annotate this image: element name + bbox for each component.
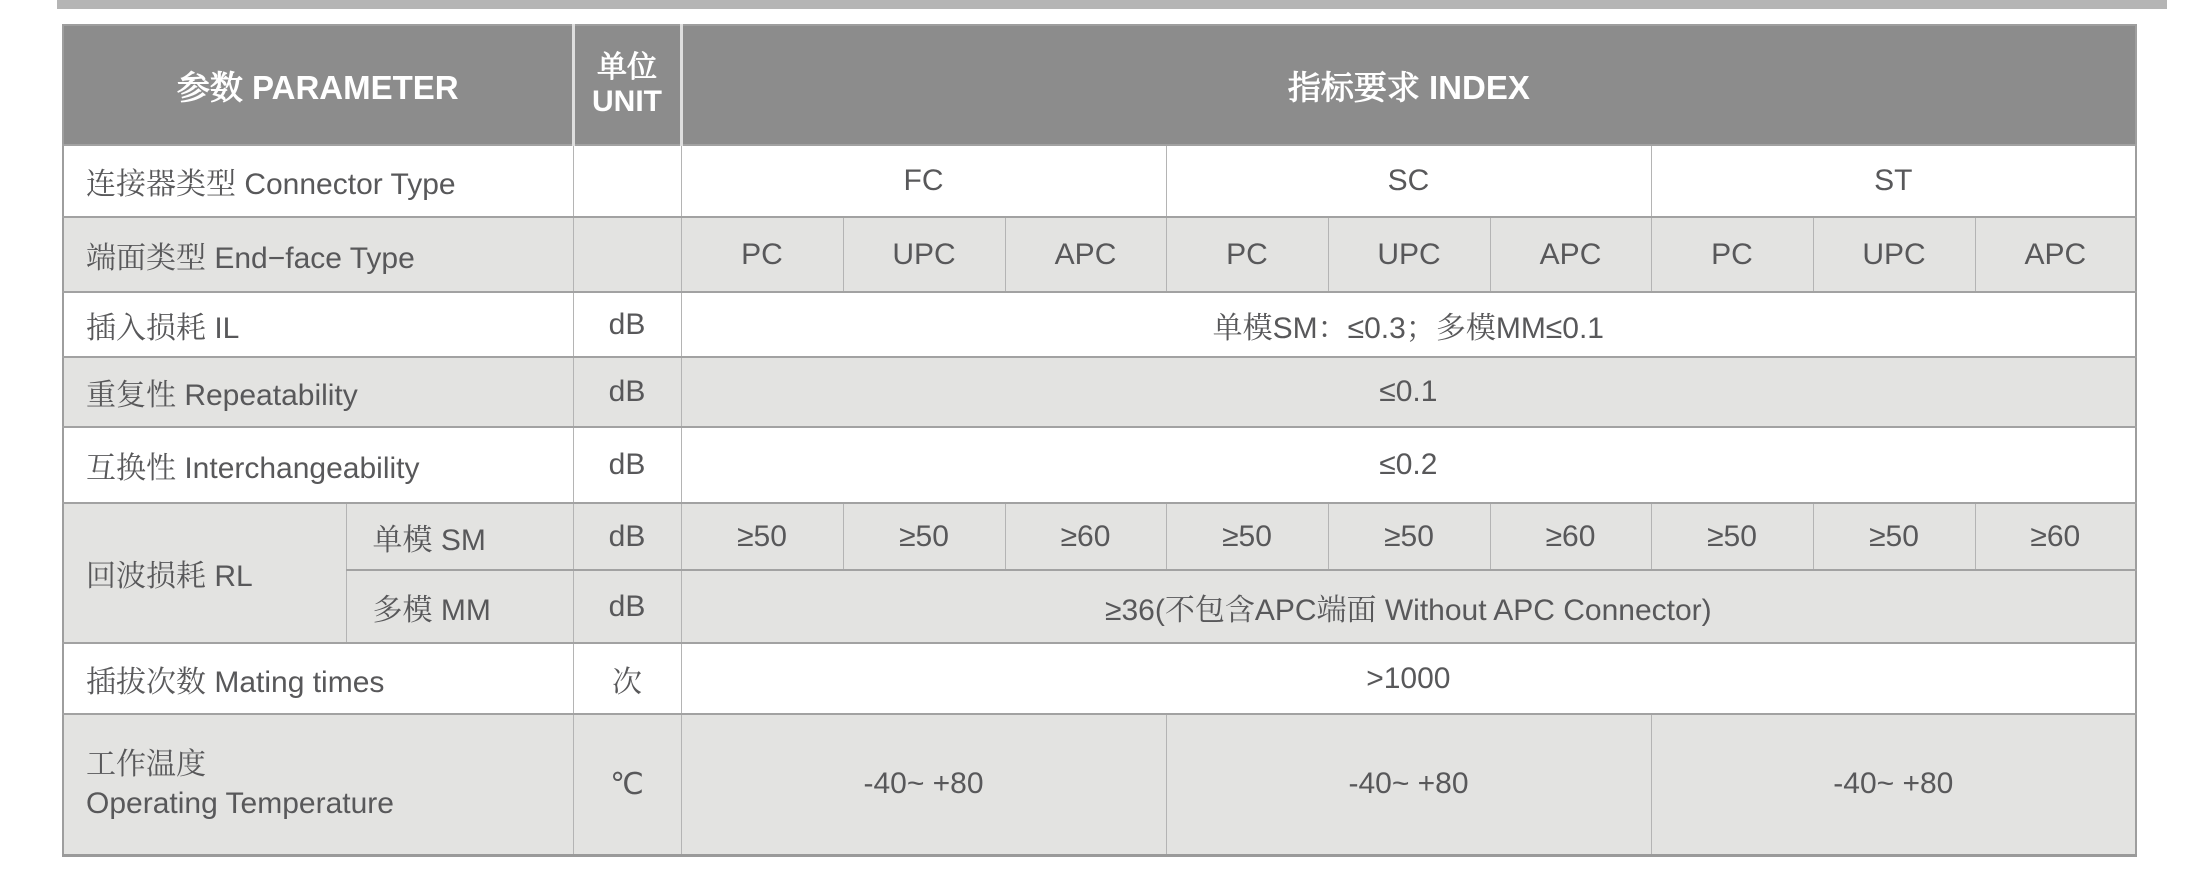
- unit-header-en: UNIT: [592, 85, 663, 118]
- return-loss-sm-value: ≥60: [1490, 503, 1651, 570]
- return-loss-sm-unit: dB: [573, 503, 681, 570]
- connector-spec-table: [62, 24, 2137, 857]
- endface-cell: PC: [1166, 217, 1328, 292]
- return-loss-mm-value: ≥36(不包含APC端面 Without APC Connector): [681, 570, 2136, 643]
- return-loss-mm-row: [63, 570, 2136, 643]
- parameter-header-cell: 参数 PARAMETER: [63, 25, 573, 145]
- repeatability-label: 重复性 Repeatability: [63, 357, 573, 427]
- operating-temperature-fc: -40~ +80: [681, 714, 1166, 855]
- return-loss-sm-value: ≥50: [1166, 503, 1328, 570]
- operating-temperature-label-zh: 工作温度: [86, 747, 206, 781]
- return-loss-sm-value: ≥60: [1005, 503, 1166, 570]
- endface-cell: PC: [681, 217, 843, 292]
- endface-cell: UPC: [843, 217, 1005, 292]
- endface-cell: APC: [1005, 217, 1166, 292]
- return-loss-sm-label: 单模 SM: [346, 503, 573, 570]
- return-loss-label: 回波损耗 RL: [63, 503, 346, 643]
- mating-times-label: 插拔次数 Mating times: [63, 643, 573, 714]
- connector-type-label: 连接器类型 Connector Type: [63, 145, 573, 217]
- index-header-cell: 指标要求 INDEX: [681, 25, 2136, 145]
- connector-group-fc: FC: [681, 145, 1166, 217]
- endface-cell: APC: [1975, 217, 2136, 292]
- mating-times-unit: 次: [573, 643, 681, 714]
- endface-type-label: 端面类型 End−face Type: [63, 217, 573, 292]
- return-loss-sm-value: ≥60: [1975, 503, 2136, 570]
- connector-group-sc: SC: [1166, 145, 1651, 217]
- mating-times-row: [63, 643, 2136, 714]
- unit-header-zh: 单位: [597, 50, 658, 84]
- operating-temperature-st: -40~ +80: [1651, 714, 2136, 855]
- repeatability-value: ≤0.1: [681, 357, 2136, 427]
- top-accent-strip: [57, 0, 2167, 9]
- operating-temperature-row: [63, 714, 2136, 855]
- interchangeability-unit: dB: [573, 427, 681, 503]
- unit-header-cell: [573, 25, 681, 145]
- mating-times-value: >1000: [681, 643, 2136, 714]
- return-loss-sm-value: ≥50: [843, 503, 1005, 570]
- endface-cell: APC: [1490, 217, 1651, 292]
- connector-type-row: [63, 145, 2136, 217]
- insertion-loss-value: 单模SM：≤0.3；多模MM≤0.1: [681, 292, 2136, 357]
- operating-temperature-sc: -40~ +80: [1166, 714, 1651, 855]
- return-loss-mm-unit: dB: [573, 570, 681, 643]
- insertion-loss-row: [63, 292, 2136, 357]
- endface-unit-cell: [573, 217, 681, 292]
- operating-temperature-unit: ℃: [573, 714, 681, 855]
- interchangeability-row: [63, 427, 2136, 503]
- operating-temperature-label: [63, 714, 573, 855]
- endface-cell: UPC: [1813, 217, 1975, 292]
- return-loss-sm-value: ≥50: [1328, 503, 1490, 570]
- endface-cell: PC: [1651, 217, 1813, 292]
- operating-temperature-label-en: Operating Temperature: [86, 787, 394, 821]
- connector-type-unit-cell: [573, 145, 681, 217]
- insertion-loss-unit: dB: [573, 292, 681, 357]
- repeatability-unit: dB: [573, 357, 681, 427]
- endface-type-row: [63, 217, 2136, 292]
- table-header-row: [63, 25, 2136, 145]
- return-loss-sm-row: [63, 503, 2136, 570]
- insertion-loss-label: 插入损耗 IL: [63, 292, 573, 357]
- return-loss-mm-label: 多模 MM: [346, 570, 573, 643]
- connector-group-st: ST: [1651, 145, 2136, 217]
- return-loss-sm-value: ≥50: [1813, 503, 1975, 570]
- interchangeability-value: ≤0.2: [681, 427, 2136, 503]
- endface-cell: UPC: [1328, 217, 1490, 292]
- interchangeability-label: 互换性 Interchangeability: [63, 427, 573, 503]
- return-loss-sm-value: ≥50: [681, 503, 843, 570]
- repeatability-row: [63, 357, 2136, 427]
- return-loss-sm-value: ≥50: [1651, 503, 1813, 570]
